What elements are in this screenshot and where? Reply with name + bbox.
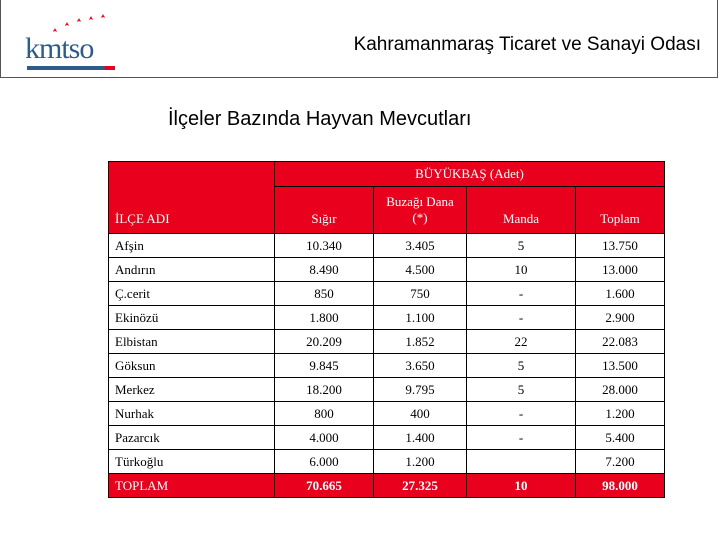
table-body	[109, 234, 665, 474]
district-cell: Andırın	[109, 258, 275, 282]
cattle-cell: 1.800	[275, 306, 374, 330]
column-header-buffalo: Manda	[467, 187, 576, 234]
district-cell: Göksun	[109, 354, 275, 378]
table-row	[109, 402, 665, 426]
table-row	[109, 378, 665, 402]
district-cell: Türkoğlu	[109, 450, 275, 474]
table-row	[109, 258, 665, 282]
total-calf: 27.325	[374, 474, 467, 498]
calf-cell: 1.400	[374, 426, 467, 450]
calf-cell: 1.200	[374, 450, 467, 474]
table-row	[109, 234, 665, 258]
table-row	[109, 330, 665, 354]
calf-cell: 4.500	[374, 258, 467, 282]
total-cell: 28.000	[576, 378, 665, 402]
column-header-cattle: Sığır	[275, 187, 374, 234]
livestock-table	[108, 161, 665, 498]
svg-text:kmtso: kmtso	[25, 32, 94, 65]
total-cell: 7.200	[576, 450, 665, 474]
district-cell: Elbistan	[109, 330, 275, 354]
district-cell: Ç.cerit	[109, 282, 275, 306]
district-cell: Pazarcık	[109, 426, 275, 450]
total-cell: 2.900	[576, 306, 665, 330]
buffalo-cell: 10	[467, 258, 576, 282]
buffalo-cell: 22	[467, 330, 576, 354]
table-row	[109, 306, 665, 330]
slide-title: İlçeler Bazında Hayvan Mevcutları	[168, 108, 472, 130]
buffalo-cell: -	[467, 426, 576, 450]
table-total-row	[109, 474, 665, 498]
buffalo-cell: -	[467, 282, 576, 306]
calf-cell: 1.100	[374, 306, 467, 330]
total-cell: 22.083	[576, 330, 665, 354]
header-bar	[0, 0, 718, 78]
cattle-cell: 850	[275, 282, 374, 306]
total-cattle: 70.665	[275, 474, 374, 498]
total-cell: 13.500	[576, 354, 665, 378]
table-header-group-row	[109, 162, 665, 187]
cattle-cell: 800	[275, 402, 374, 426]
calf-cell: 1.852	[374, 330, 467, 354]
calf-cell: 400	[374, 402, 467, 426]
column-header-district: İLÇE ADI	[109, 162, 275, 234]
cattle-cell: 18.200	[275, 378, 374, 402]
calf-cell: 750	[374, 282, 467, 306]
cattle-cell: 4.000	[275, 426, 374, 450]
total-cell: 5.400	[576, 426, 665, 450]
kmtso-logo	[23, 14, 118, 72]
organization-title: Kahramanmaraş Ticaret ve Sanayi Odası	[353, 34, 701, 55]
buffalo-cell: -	[467, 306, 576, 330]
cattle-cell: 8.490	[275, 258, 374, 282]
cattle-cell: 20.209	[275, 330, 374, 354]
table-row	[109, 354, 665, 378]
total-cell: 13.750	[576, 234, 665, 258]
district-cell: Nurhak	[109, 402, 275, 426]
buffalo-cell	[467, 450, 576, 474]
total-sum: 98.000	[576, 474, 665, 498]
calf-cell: 9.795	[374, 378, 467, 402]
table-row	[109, 282, 665, 306]
total-label: TOPLAM	[109, 474, 275, 498]
column-header-calf: Buzağı Dana (*)	[374, 187, 467, 234]
total-cell: 1.600	[576, 282, 665, 306]
cattle-cell: 10.340	[275, 234, 374, 258]
total-cell: 13.000	[576, 258, 665, 282]
calf-cell: 3.650	[374, 354, 467, 378]
district-cell: Merkez	[109, 378, 275, 402]
table-row	[109, 426, 665, 450]
buffalo-cell: 5	[467, 378, 576, 402]
cattle-cell: 9.845	[275, 354, 374, 378]
table-row	[109, 450, 665, 474]
calf-cell: 3.405	[374, 234, 467, 258]
cattle-cell: 6.000	[275, 450, 374, 474]
district-cell: Afşin	[109, 234, 275, 258]
district-cell: Ekinözü	[109, 306, 275, 330]
buffalo-cell: -	[467, 402, 576, 426]
buffalo-cell: 5	[467, 354, 576, 378]
column-header-total: Toplam	[576, 187, 665, 234]
buffalo-cell: 5	[467, 234, 576, 258]
group-header-cattle: BÜYÜKBAŞ (Adet)	[275, 162, 665, 187]
total-buffalo: 10	[467, 474, 576, 498]
total-cell: 1.200	[576, 402, 665, 426]
